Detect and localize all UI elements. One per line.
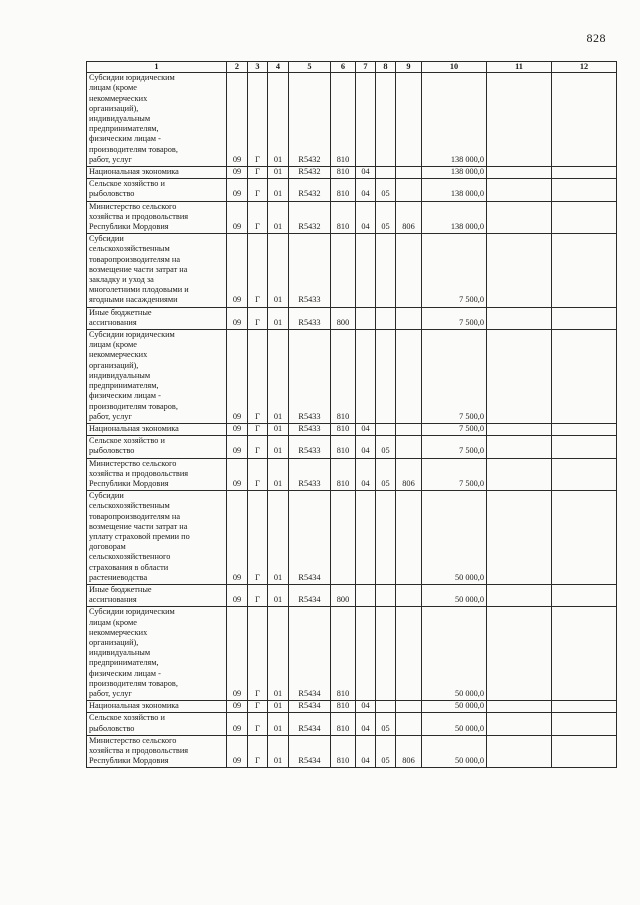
col-3: Г (248, 330, 268, 424)
col-11 (487, 735, 552, 768)
ministry-code-cell (396, 607, 422, 701)
col-4: 01 (268, 201, 289, 234)
col-2: 09 (227, 234, 248, 307)
ministry-code-cell (396, 179, 422, 201)
table-body (87, 73, 617, 768)
column-header: 11 (487, 62, 552, 73)
row-name-cell (87, 436, 227, 458)
col-3: Г (248, 584, 268, 606)
ministry-code-cell (396, 701, 422, 713)
expense-type-cell: 800 (331, 584, 356, 606)
col-12 (552, 73, 617, 167)
column-header: 2 (227, 62, 248, 73)
expense-type-cell (331, 234, 356, 307)
section-cell (356, 584, 376, 606)
table-row (87, 330, 617, 424)
ministry-code-cell (396, 167, 422, 179)
expense-type-cell: 810 (331, 701, 356, 713)
expense-type-cell: 810 (331, 607, 356, 701)
col-4: 01 (268, 735, 289, 768)
subsection-cell (376, 607, 396, 701)
expense-type-cell: 810 (331, 735, 356, 768)
col-11 (487, 234, 552, 307)
row-name-cell (87, 584, 227, 606)
section-cell: 04 (356, 713, 376, 735)
target-code-cell: R5433 (289, 423, 331, 435)
row-name-cell (87, 307, 227, 329)
expense-type-cell: 800 (331, 307, 356, 329)
col-12 (552, 701, 617, 713)
amount-cell: 7 500,0 (422, 423, 487, 435)
ministry-code-cell (396, 423, 422, 435)
amount-cell: 50 000,0 (422, 713, 487, 735)
section-cell (356, 330, 376, 424)
table-row (87, 436, 617, 458)
section-cell: 04 (356, 201, 376, 234)
col-2: 09 (227, 458, 248, 491)
section-cell: 04 (356, 701, 376, 713)
column-header: 9 (396, 62, 422, 73)
col-12 (552, 491, 617, 585)
section-cell: 04 (356, 458, 376, 491)
section-cell: 04 (356, 167, 376, 179)
col-2: 09 (227, 179, 248, 201)
ministry-code-cell: 806 (396, 201, 422, 234)
col-2: 09 (227, 607, 248, 701)
col-3: Г (248, 167, 268, 179)
col-3: Г (248, 735, 268, 768)
table-row (87, 167, 617, 179)
row-name-text: Сельское хозяйство и рыболовство (89, 436, 165, 456)
row-name-text: Сельское хозяйство и рыболовство (89, 179, 165, 199)
ministry-code-cell (396, 436, 422, 458)
row-name-cell (87, 234, 227, 307)
col-2: 09 (227, 735, 248, 768)
header-row (87, 62, 617, 73)
subsection-cell (376, 423, 396, 435)
col-11 (487, 423, 552, 435)
col-3: Г (248, 307, 268, 329)
col-3: Г (248, 701, 268, 713)
row-name-cell (87, 201, 227, 234)
col-11 (487, 491, 552, 585)
subsection-cell: 05 (376, 436, 396, 458)
col-2: 09 (227, 584, 248, 606)
table-row (87, 713, 617, 735)
page-number: 828 (586, 31, 606, 45)
section-cell (356, 607, 376, 701)
row-name-text: Субсидии юридическим лицам (кроме некоммерческих организаций), индивидуальным предпринимателям, физическим лицам - производителям товаров, работ, услуг (89, 73, 178, 164)
row-name-cell (87, 458, 227, 491)
amount-cell: 7 500,0 (422, 307, 487, 329)
expense-type-cell: 810 (331, 330, 356, 424)
section-cell (356, 491, 376, 585)
row-name-text: Субсидии юридическим лицам (кроме некоммерческих организаций), индивидуальным предпринимателям, физическим лицам - производителям товаров, работ, услуг (89, 330, 178, 421)
expense-type-cell: 810 (331, 458, 356, 491)
table-row (87, 735, 617, 768)
target-code-cell: R5433 (289, 330, 331, 424)
section-cell: 04 (356, 735, 376, 768)
section-cell: 04 (356, 423, 376, 435)
target-code-cell: R5434 (289, 735, 331, 768)
row-name-cell (87, 735, 227, 768)
subsection-cell (376, 701, 396, 713)
subsection-cell: 05 (376, 201, 396, 234)
row-name-text: Субсидии сельскохозяйственным товаропроизводителям на возмещение части затрат на уплату страховой премии по договорам сельскохозяйственного страхования в области растениеводства (89, 491, 190, 582)
row-name-cell (87, 491, 227, 585)
col-4: 01 (268, 307, 289, 329)
ministry-code-cell (396, 73, 422, 167)
row-name-text: Субсидии юридическим лицам (кроме некоммерческих организаций), индивидуальным предпринимателям, физическим лицам - производителям товаров, работ, услуг (89, 607, 178, 698)
col-12 (552, 735, 617, 768)
col-3: Г (248, 234, 268, 307)
column-header: 12 (552, 62, 617, 73)
amount-cell: 50 000,0 (422, 584, 487, 606)
row-name-cell (87, 179, 227, 201)
table-row (87, 491, 617, 585)
col-11 (487, 201, 552, 234)
col-11 (487, 307, 552, 329)
table-row (87, 73, 617, 167)
row-name-text: Национальная экономика (89, 701, 179, 711)
col-4: 01 (268, 607, 289, 701)
row-name-text: Субсидии сельскохозяйственным товаропроизводителям на возмещение части затрат на закладку и уход за многолетними плодовыми и ягодными насаждениями (89, 234, 189, 305)
col-2: 09 (227, 713, 248, 735)
col-12 (552, 234, 617, 307)
row-name-cell (87, 167, 227, 179)
col-2: 09 (227, 436, 248, 458)
table-row (87, 179, 617, 201)
col-3: Г (248, 491, 268, 585)
ministry-code-cell: 806 (396, 458, 422, 491)
col-12 (552, 330, 617, 424)
amount-cell: 7 500,0 (422, 436, 487, 458)
target-code-cell: R5432 (289, 167, 331, 179)
column-header: 10 (422, 62, 487, 73)
col-2: 09 (227, 307, 248, 329)
target-code-cell: R5433 (289, 307, 331, 329)
section-cell: 04 (356, 179, 376, 201)
col-2: 09 (227, 330, 248, 424)
column-header: 1 (87, 62, 227, 73)
col-12 (552, 423, 617, 435)
subsection-cell (376, 584, 396, 606)
row-name-text: Иные бюджетные ассигнования (89, 307, 152, 327)
amount-cell: 138 000,0 (422, 201, 487, 234)
col-2: 09 (227, 201, 248, 234)
target-code-cell: R5432 (289, 73, 331, 167)
col-3: Г (248, 607, 268, 701)
table-row (87, 701, 617, 713)
row-name-cell (87, 607, 227, 701)
target-code-cell: R5434 (289, 713, 331, 735)
row-name-text: Министерство сельского хозяйства и продовольствия Республики Мордовия (89, 458, 189, 488)
col-4: 01 (268, 234, 289, 307)
row-name-text: Национальная экономика (89, 423, 179, 433)
col-4: 01 (268, 167, 289, 179)
table-row (87, 201, 617, 234)
row-name-cell (87, 73, 227, 167)
col-3: Г (248, 458, 268, 491)
expense-type-cell: 810 (331, 201, 356, 234)
col-2: 09 (227, 491, 248, 585)
table-row (87, 584, 617, 606)
subsection-cell (376, 73, 396, 167)
table-row (87, 458, 617, 491)
expense-type-cell: 810 (331, 167, 356, 179)
target-code-cell: R5433 (289, 436, 331, 458)
amount-cell: 138 000,0 (422, 167, 487, 179)
col-4: 01 (268, 73, 289, 167)
subsection-cell (376, 307, 396, 329)
column-header: 7 (356, 62, 376, 73)
target-code-cell: R5432 (289, 201, 331, 234)
row-name-cell (87, 423, 227, 435)
column-header: 3 (248, 62, 268, 73)
col-12 (552, 584, 617, 606)
ministry-code-cell (396, 713, 422, 735)
expense-type-cell: 810 (331, 423, 356, 435)
ministry-code-cell (396, 307, 422, 329)
col-4: 01 (268, 179, 289, 201)
col-2: 09 (227, 73, 248, 167)
col-4: 01 (268, 330, 289, 424)
target-code-cell: R5434 (289, 491, 331, 585)
ministry-code-cell (396, 330, 422, 424)
amount-cell: 7 500,0 (422, 234, 487, 307)
col-12 (552, 607, 617, 701)
budget-table (86, 61, 617, 768)
amount-cell: 50 000,0 (422, 491, 487, 585)
expense-type-cell (331, 491, 356, 585)
col-11 (487, 584, 552, 606)
subsection-cell (376, 234, 396, 307)
amount-cell: 7 500,0 (422, 458, 487, 491)
column-header: 8 (376, 62, 396, 73)
ministry-code-cell (396, 234, 422, 307)
col-4: 01 (268, 458, 289, 491)
row-name-text: Сельское хозяйство и рыболовство (89, 713, 165, 733)
col-3: Г (248, 423, 268, 435)
col-11 (487, 179, 552, 201)
col-12 (552, 201, 617, 234)
subsection-cell: 05 (376, 713, 396, 735)
amount-cell: 7 500,0 (422, 330, 487, 424)
column-header: 5 (289, 62, 331, 73)
col-11 (487, 607, 552, 701)
col-3: Г (248, 73, 268, 167)
expense-type-cell: 810 (331, 436, 356, 458)
col-2: 09 (227, 423, 248, 435)
section-cell (356, 73, 376, 167)
col-4: 01 (268, 713, 289, 735)
col-11 (487, 701, 552, 713)
col-12 (552, 307, 617, 329)
subsection-cell (376, 167, 396, 179)
row-name-text: Иные бюджетные ассигнования (89, 584, 152, 605)
target-code-cell: R5434 (289, 607, 331, 701)
col-3: Г (248, 436, 268, 458)
section-cell (356, 307, 376, 329)
col-11 (487, 167, 552, 179)
col-2: 09 (227, 167, 248, 179)
expense-type-cell: 810 (331, 179, 356, 201)
table-row (87, 234, 617, 307)
column-header: 6 (331, 62, 356, 73)
row-name-text: Национальная экономика (89, 167, 179, 177)
table-row (87, 607, 617, 701)
row-name-cell (87, 701, 227, 713)
row-name-text: Министерство сельского хозяйства и продовольствия Республики Мордовия (89, 201, 189, 232)
col-4: 01 (268, 491, 289, 585)
table-row (87, 307, 617, 329)
row-name-cell (87, 330, 227, 424)
col-12 (552, 458, 617, 491)
subsection-cell: 05 (376, 179, 396, 201)
section-cell: 04 (356, 436, 376, 458)
column-header: 4 (268, 62, 289, 73)
table-row (87, 423, 617, 435)
subsection-cell (376, 491, 396, 585)
col-2: 09 (227, 701, 248, 713)
col-11 (487, 436, 552, 458)
amount-cell: 50 000,0 (422, 607, 487, 701)
target-code-cell: R5434 (289, 701, 331, 713)
col-11 (487, 458, 552, 491)
target-code-cell: R5433 (289, 234, 331, 307)
col-12 (552, 167, 617, 179)
col-4: 01 (268, 423, 289, 435)
amount-cell: 50 000,0 (422, 735, 487, 768)
section-cell (356, 234, 376, 307)
row-name-cell (87, 713, 227, 735)
subsection-cell: 05 (376, 735, 396, 768)
subsection-cell (376, 330, 396, 424)
target-code-cell: R5434 (289, 584, 331, 606)
col-11 (487, 330, 552, 424)
col-4: 01 (268, 701, 289, 713)
col-11 (487, 73, 552, 167)
col-4: 01 (268, 436, 289, 458)
target-code-cell: R5433 (289, 458, 331, 491)
col-12 (552, 436, 617, 458)
subsection-cell: 05 (376, 458, 396, 491)
col-3: Г (248, 201, 268, 234)
ministry-code-cell: 806 (396, 735, 422, 768)
ministry-code-cell (396, 491, 422, 585)
amount-cell: 138 000,0 (422, 73, 487, 167)
col-3: Г (248, 713, 268, 735)
col-11 (487, 713, 552, 735)
amount-cell: 50 000,0 (422, 701, 487, 713)
ministry-code-cell (396, 584, 422, 606)
col-4: 01 (268, 584, 289, 606)
col-12 (552, 179, 617, 201)
col-3: Г (248, 179, 268, 201)
row-name-text: Министерство сельского хозяйства и продовольствия Республики Мордовия (89, 735, 189, 766)
target-code-cell: R5432 (289, 179, 331, 201)
col-12 (552, 713, 617, 735)
expense-type-cell: 810 (331, 713, 356, 735)
expense-type-cell: 810 (331, 73, 356, 167)
amount-cell: 138 000,0 (422, 179, 487, 201)
